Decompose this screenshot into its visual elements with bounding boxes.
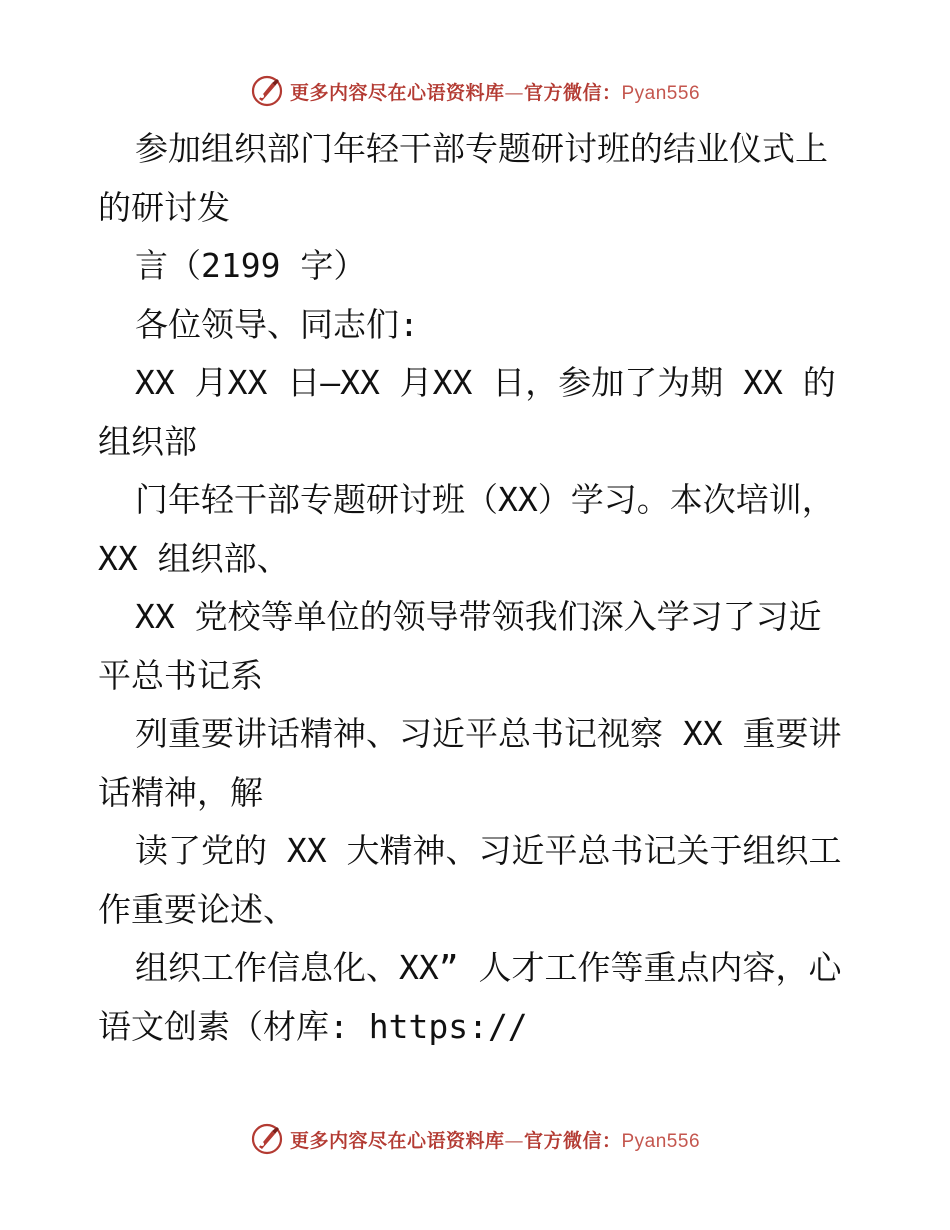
- doc-line: 组织工作信息化、XX” 人才工作等重点内容，心: [135, 948, 842, 987]
- footer-wechat-label: 官方微信：: [523, 1129, 622, 1152]
- footer-banner-text: [290, 1126, 700, 1153]
- doc-line: XX 组织部、: [98, 538, 290, 578]
- footer-wechat-id: Pyan556: [621, 1130, 701, 1152]
- quill-logo-icon: [250, 1122, 284, 1156]
- header-brand-text: 更多内容尽在心语资料库: [289, 81, 505, 104]
- doc-line: 读了党的 XX 大精神、习近平总书记关于组织工: [135, 831, 842, 870]
- header-banner: [0, 71, 950, 111]
- footer-banner: [0, 1119, 950, 1159]
- header-separator: —: [504, 81, 524, 104]
- doc-line-title-1: 参加组织部门年轻干部专题研讨班的结业仪式上: [135, 129, 828, 168]
- doc-line: 列重要讲话精神、习近平总书记视察 XX 重要讲: [135, 714, 842, 753]
- document-body: [98, 120, 858, 1056]
- header-banner-text: [290, 78, 700, 105]
- doc-line: 门年轻干部专题研讨班（XX）学习。本次培训，: [135, 480, 835, 519]
- doc-line: 语文创素（材库: https://: [98, 1006, 528, 1046]
- doc-line: 作重要论述、: [98, 889, 296, 929]
- doc-line-title-2: 的研讨发: [98, 187, 230, 227]
- doc-line: 平总书记系: [98, 655, 263, 695]
- header-wechat-id: Pyan556: [621, 82, 701, 104]
- doc-line-salutation: 各位领导、同志们:: [135, 304, 419, 344]
- doc-line: XX 党校等单位的领导带领我们深入学习了习近: [135, 597, 822, 636]
- header-wechat-label: 官方微信：: [523, 81, 622, 104]
- doc-line: XX 月XX 日—XX 月XX 日，参加了为期 XX 的: [135, 363, 836, 402]
- footer-separator: —: [504, 1129, 524, 1152]
- doc-line-title-3: 言（2199 字）: [135, 246, 367, 285]
- doc-line: 组织部: [98, 421, 197, 461]
- quill-logo-icon: [250, 74, 284, 108]
- doc-line: 话精神，解: [98, 772, 263, 812]
- footer-brand-text: 更多内容尽在心语资料库: [289, 1129, 505, 1152]
